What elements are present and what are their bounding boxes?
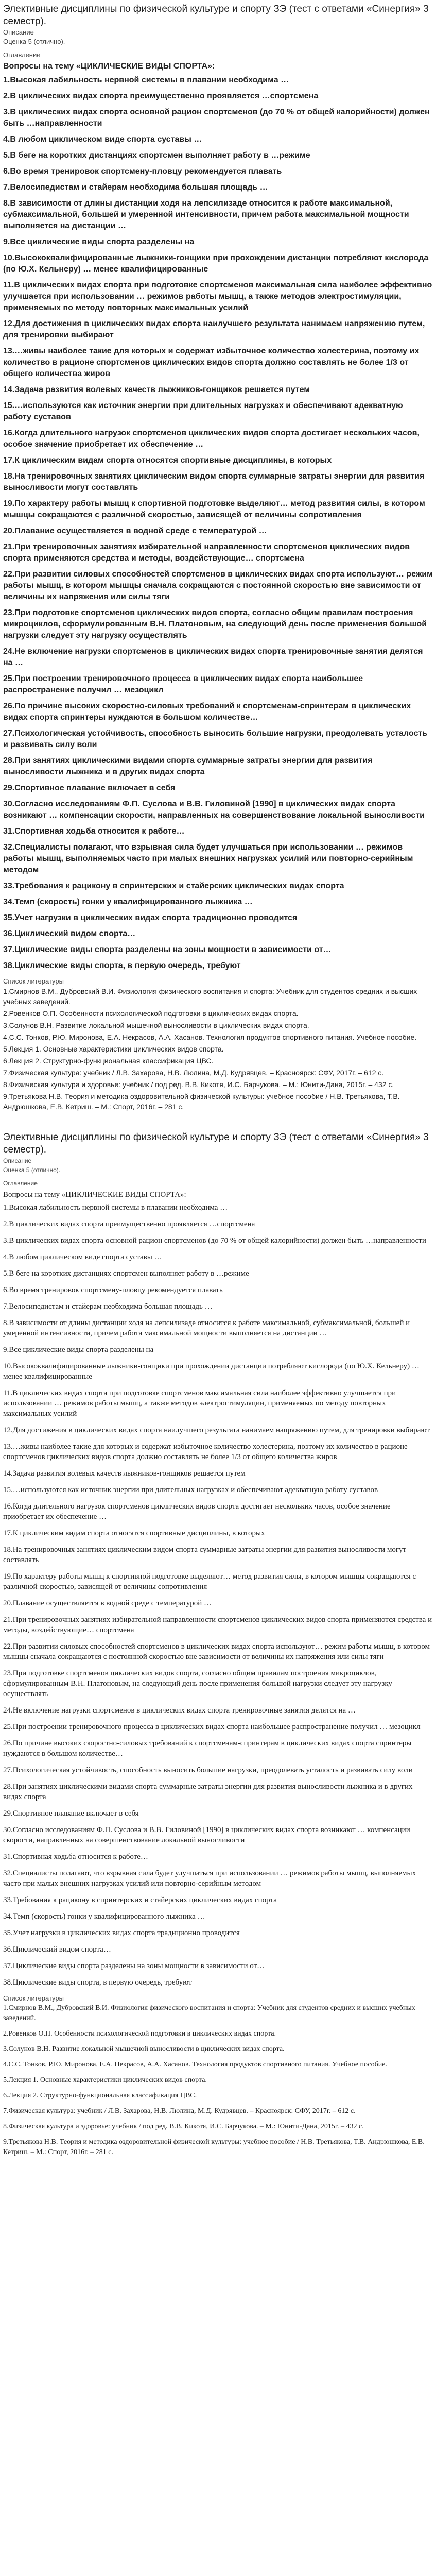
- reference-item: 3.Солунов В.Н. Развитие локальной мышечной выносливости в циклических видах спорта.: [3, 1021, 309, 1029]
- reference-list: [3, 986, 433, 1112]
- question-list: [3, 75, 433, 972]
- question-item: 22.При развитии силовых способностей спортсменов в циклических видах спорта используют… режим работы мышц, в котором мышцы сначала сокращаются с постоянной скоростью вне зависимости от величины их напряжения или силы тяги: [3, 570, 433, 601]
- reference-item: 5.Лекция 1. Основные характеристики циклических видов спорта.: [3, 2076, 207, 2084]
- question-item: 10.Высококвалифицированные лыжники-гонщики при прохождении дистанции потребляют кислорода (по Ю.Х. Кельнеру) … менее квалифицированные: [3, 1362, 420, 1381]
- question-item: 35.Учет нагрузки в циклических видах спорта традиционно проводится: [3, 1929, 240, 1937]
- question-item: 20.Плавание осуществляется в водной среде с температурой …: [3, 1599, 212, 1607]
- question-item: 14.Задача развития волевых качеств лыжников-гонщиков решается путем: [3, 1469, 246, 1478]
- question-item: 32.Специалисты полагают, что взрывная сила будет улучшаться при использовании … режимов работы мышц, выполняемых часто при малых внешних нагрузках усилий или повторно-серийным методом: [3, 843, 413, 874]
- question-item: 38.Циклические виды спорта, в первую очередь, требуют: [3, 961, 241, 970]
- question-item: 14.Задача развития волевых качеств лыжников-гонщиков решается путем: [3, 385, 310, 394]
- question-list: [3, 1202, 433, 1988]
- question-item: 30.Согласно исследованиям Ф.П. Суслова и В.В. Гиловиной [1990] в циклических видах спорта возникают … компенсации скорости, направленных на совершенствование локальной выносливости: [3, 800, 425, 820]
- question-item: 13.…живы наиболее такие для которых и содержат избыточное количество холестерина, поэтому их количество в рационе спортсменов циклических видов спорта должно составлять не более 1/3 от общего количества жиров: [3, 347, 420, 378]
- question-item: 24.Не включение нагрузки спортсменов в циклических видах спорта тренировочные занятия делятся на …: [3, 647, 423, 667]
- question-item: 3.В циклических видах спорта основной рацион спортсменов (до 70 % от общей калорийности) должен быть …направленности: [3, 108, 430, 128]
- question-item: 22.При развитии силовых способностей спортсменов в циклических видах спорта используют… режим работы мышц, в котором мышцы сначала сокращаются с постоянной скоростью вне зависимости от величины их напряжения или силы тяги: [3, 1642, 430, 1661]
- question-item: 34.Темп (скорость) гонки у квалифицированного лыжника …: [3, 1912, 205, 1921]
- question-item: 13.…живы наиболее такие для которых и содержат избыточное количество холестерина, поэтому их количество в рационе спортсменов циклических видов спорта должно составлять не более 1/3 от общего количества жиров: [3, 1443, 408, 1461]
- question-item: 32.Специалисты полагают, что взрывная сила будет улучшаться при использовании … режимов работы мышц, выполняемых часто при малых внешних нагрузках усилий или повторно-серийным методом: [3, 1869, 416, 1888]
- question-item: 33.Требования к рацикону в спринтерских и стайерских циклических видах спорта: [3, 882, 344, 890]
- question-item: 38.Циклические виды спорта, в первую очередь, требуют: [3, 1978, 192, 1987]
- description-label: Описание: [3, 28, 34, 36]
- grade-text: Оценка 5 (отлично).: [3, 38, 65, 45]
- question-item: 4.В любом циклическом виде спорта суставы …: [3, 135, 202, 144]
- questions-heading: Вопросы на тему «ЦИКЛИЧЕСКИЕ ВИДЫ СПОРТА»:: [3, 1191, 186, 1199]
- reference-item: 2.Ровенков О.П. Особенности психологической подготовки в циклических видах спорта.: [3, 2030, 276, 2038]
- question-item: 34.Темп (скорость) гонки у квалифицированного лыжника …: [3, 897, 253, 906]
- references-label: Список литературы: [3, 977, 64, 985]
- reference-item: 5.Лекция 1. Основные характеристики циклических видов спорта.: [3, 1045, 224, 1053]
- document-block-1: [3, 3, 433, 1112]
- question-item: 25.При построении тренировочного процесса в циклических видах спорта наибольшее распространение получил … мезоцикл: [3, 1723, 421, 1731]
- reference-item: 7.Физическая культура: учебник / Л.В. Захарова, Н.В. Люлина, М.Д. Кудрявцев. – Красноярск: СФУ, 2017г. – 612 с.: [3, 2107, 356, 2115]
- reference-item: 8.Физическая культура и здоровье: учебник / под ред. В.В. Кикотя, И.С. Барчукова. – М.: Юнити-Дана, 2015г. – 432 с.: [3, 1080, 394, 1089]
- question-item: 26.По причине высоких скоростно-силовых требований к спортсменам-спринтерам в циклических видах спорта спринтеры нуждаются в большом количестве…: [3, 702, 411, 722]
- question-item: 19.По характеру работы мышц к спортивной подготовке выделяют… метод развития силы, в котором мышцы сокращаются с различной скоростью, зависящей от величины сопротивления: [3, 1572, 416, 1591]
- question-item: 28.При занятиях циклическими видами спорта суммарные затраты энергии для развития выносливости лыжника и в других видах спорта: [3, 1783, 413, 1801]
- question-item: 33.Требования к рацикону в спринтерских и стайерских циклических видах спорта: [3, 1896, 277, 1904]
- reference-list: [3, 2003, 433, 2158]
- question-item: 37.Циклические виды спорта разделены на зоны мощности в зависимости от…: [3, 1962, 265, 1970]
- reference-item: 6.Лекция 2. Структурно-функциональная классификация ЦВС.: [3, 1057, 214, 1065]
- question-item: 2.В циклических видах спорта преимущественно проявляется …спортсмена: [3, 1220, 255, 1228]
- question-item: 19.По характеру работы мышц к спортивной подготовке выделяют… метод развития силы, в котором мышцы сокращаются с различной скоростью, зависящей от величины сопротивления: [3, 499, 425, 519]
- document-title: Элективные дисциплины по физической культуре и спорту ЗЭ (тест с ответами «Синергия» 3 семестр).: [3, 4, 429, 27]
- question-item: 9.Все циклические виды спорта разделены на: [3, 238, 195, 246]
- question-item: 24.Не включение нагрузки спортсменов в циклических видах спорта тренировочные занятия делятся на …: [3, 1706, 356, 1715]
- question-item: 9.Все циклические виды спорта разделены на: [3, 1346, 154, 1354]
- question-item: 27.Психологическая устойчивость, способность выносить большие нагрузки, преодолевать усталость и развивать силу воли: [3, 1766, 413, 1774]
- reference-item: 4.С.С. Тонков, Р.Ю. Миронова, Е.А. Некрасов, А.А. Хасанов. Технология продуктов спортивного питания. Учебное пособие.: [3, 2061, 387, 2069]
- question-item: 37.Циклические виды спорта разделены на зоны мощности в зависимости от…: [3, 945, 332, 954]
- question-item: 31.Спортивная ходьба относится к работе…: [3, 1853, 148, 1861]
- question-item: 35.Учет нагрузки в циклических видах спорта традиционно проводится: [3, 913, 298, 922]
- description-label: Описание: [3, 1157, 32, 1164]
- question-item: 17.К циклическим видам спорта относятся спортивные дисциплины, в которых: [3, 1529, 265, 1537]
- document-title: Элективные дисциплины по физической культуре и спорту ЗЭ (тест с ответами «Синергия» 3 семестр).: [3, 1132, 429, 1155]
- question-item: 5.В беге на коротких дистанциях спортсмен выполняет работу в …режиме: [3, 151, 310, 160]
- question-item: 20.Плавание осуществляется в водной среде с температурой …: [3, 527, 267, 535]
- question-item: 6.Во время тренировок спортсмену-пловцу рекомендуется плавать: [3, 167, 282, 176]
- question-item: 11.В циклических видах спорта при подготовке спортсменов максимальная сила наиболее эффективно улучшается при использовании … режимов работы мышц, а также методов электростимуляции, применяемых по методу повторных максимальных усилий: [3, 1389, 396, 1418]
- reference-item: 9.Третьякова Н.В. Теория и методика оздоровительной физической культуры: учебное пособие / Н.В. Третьякова, Т.В. Андрюшкова, Е.В. Кетриш. – М.: Спорт, 2016г. – 281 с.: [3, 1092, 400, 1111]
- question-item: 15.…используются как источник энергии при длительных нагрузках и обеспечивают адекватную работу суставов: [3, 401, 403, 421]
- question-item: 12.Для достижения в циклических видах спорта наилучшего результата нанимаем напряжению путем, для тренировки выбирают: [3, 319, 425, 340]
- question-item: 28.При занятиях циклическими видами спорта суммарные затраты энергии для развития выносливости лыжника и в других видах спорта: [3, 756, 373, 776]
- question-item: 16.Когда длительного нагрузок спортсменов циклических видов спорта достигает нескольких часов, особое значение приобретает их обеспечение …: [3, 1502, 391, 1521]
- spacer: [3, 46, 433, 50]
- question-item: 29.Спортивное плавание включает в себя: [3, 784, 176, 792]
- question-item: 31.Спортивная ходьба относится к работе…: [3, 827, 185, 836]
- reference-item: 7.Физическая культура: учебник / Л.В. Захарова, Н.В. Люлина, М.Д. Кудрявцев. – Красноярск: СФУ, 2017г. – 612 с.: [3, 1069, 384, 1077]
- reference-item: 9.Третьякова Н.В. Теория и методика оздоровительной физической культуры: учебное пособие / Н.В. Третьякова, Т.В. Андрюшкова, Е.В. Кетриш. – М.: Спорт, 2016г. – 281 с.: [3, 2138, 425, 2156]
- question-item: 25.При построении тренировочного процесса в циклических видах спорта наибольшее распространение получил … мезоцикл: [3, 674, 363, 694]
- question-item: 23.При подготовке спортсменов циклических видов спорта, согласно общим правилам построения микроциклов, сформулированным В.Н. Платоновым, на следующий день после применения большой нагрузки следует эту нагрузку осуществлять: [3, 608, 427, 640]
- reference-item: 1.Смирнов В.М., Дубровский В.И. Физиология физического воспитания и спорта: Учебник для студентов средних и высших учебных заведений.: [3, 987, 417, 1006]
- question-item: 15.…используются как источник энергии при длительных нагрузках и обеспечивают адекватную работу суставов: [3, 1486, 378, 1494]
- question-item: 26.По причине высоких скоростно-силовых требований к спортсменам-спринтерам в циклических видах спорта спринтеры нуждаются в большом количестве…: [3, 1739, 412, 1758]
- reference-item: 4.С.С. Тонков, Р.Ю. Миронова, Е.А. Некрасов, А.А. Хасанов. Технология продуктов спортивного питания. Учебное пособие.: [3, 1033, 417, 1041]
- question-item: 23.При подготовке спортсменов циклических видов спорта, согласно общим правилам построения микроциклов, сформулированным В.Н. Платоновым, на следующий день после применения большой нагрузки следует эту нагрузку осуществлять: [3, 1669, 392, 1698]
- toc-label: Оглавление: [3, 1180, 38, 1187]
- question-item: 8.В зависимости от длины дистанции ходя на лепсилизаде относится к работе максимальной, субмаксимальной, большей и умеренной интенсивности, причем работа максимальной мощности выполняется на дистанции …: [3, 1319, 410, 1337]
- question-item: 2.В циклических видах спорта преимущественно проявляется …спортсмена: [3, 92, 319, 100]
- references-label: Список литературы: [3, 1994, 64, 2002]
- question-item: 11.В циклических видах спорта при подготовке спортсменов максимальная сила наиболее эффективно улучшается при использовании … режимов работы мышц, а также методов электростимуляции, применяемых по методу повторных максимальных усилий: [3, 281, 432, 312]
- grade-text: Оценка 5 (отлично).: [3, 1166, 61, 1174]
- question-item: 18.На тренировочных занятиях циклическим видом спорта суммарные затраты энергии для развития выносливости могут составлять: [3, 472, 425, 492]
- question-item: 36.Циклический видом спорта…: [3, 929, 136, 938]
- question-item: 1.Высокая лабильность нервной системы в плавании необходима …: [3, 1204, 228, 1212]
- question-item: 21.При тренировочных занятиях избирательной направленности спортсменов циклических видов спорта применяются средства и методы, воздействующие… спортсмена: [3, 543, 410, 563]
- question-item: 6.Во время тренировок спортсмену-пловцу рекомендуется плавать: [3, 1286, 223, 1294]
- toc-label: Оглавление: [3, 51, 41, 59]
- question-item: 7.Велосипедистам и стайерам необходима большая площадь …: [3, 1302, 213, 1311]
- question-item: 30.Согласно исследованиям Ф.П. Суслова и В.В. Гиловиной [1990] в циклических видах спорта возникают … компенсации скорости, направленных на совершенствование локальной выносливости: [3, 1826, 410, 1844]
- question-item: 18.На тренировочных занятиях циклическим видом спорта суммарные затраты энергии для развития выносливости могут составлять: [3, 1546, 407, 1564]
- question-item: 29.Спортивное плавание включает в себя: [3, 1809, 139, 1818]
- question-item: 16.Когда длительного нагрузок спортсменов циклических видов спорта достигает нескольких часов, особое значение приобретает их обеспечение …: [3, 429, 420, 449]
- reference-item: 2.Ровенков О.П. Особенности психологической подготовки в циклических видах спорта.: [3, 1009, 299, 1018]
- question-item: 4.В любом циклическом виде спорта суставы …: [3, 1253, 162, 1261]
- question-item: 27.Психологическая устойчивость, способность выносить большие нагрузки, преодолевать усталость и развивать силу воли: [3, 729, 428, 749]
- spacer: [3, 1175, 433, 1179]
- questions-heading: Вопросы на тему «ЦИКЛИЧЕСКИЕ ВИДЫ СПОРТА»:: [3, 62, 215, 71]
- question-item: 12.Для достижения в циклических видах спорта наилучшего результата нанимаем напряжению путем, для тренировки выбирают: [3, 1426, 430, 1434]
- reference-item: 8.Физическая культура и здоровье: учебник / под ред. В.В. Кикотя, И.С. Барчукова. – М.: Юнити-Дана, 2015г. – 432 с.: [3, 2123, 364, 2130]
- question-item: 21.При тренировочных занятиях избирательной направленности спортсменов циклических видов спорта применяются средства и методы, воздействующие… спортсмена: [3, 1616, 432, 1634]
- question-item: 36.Циклический видом спорта…: [3, 1945, 111, 1954]
- question-item: 3.В циклических видах спорта основной рацион спортсменов (до 70 % от общей калорийности) должен быть …направленности: [3, 1236, 426, 1245]
- question-item: 5.В беге на коротких дистанциях спортсмен выполняет работу в …режиме: [3, 1269, 249, 1278]
- question-item: 10.Высококвалифицированные лыжники-гонщики при прохождении дистанции потребляют кислорода (по Ю.Х. Кельнеру) … менее квалифицированные: [3, 253, 429, 274]
- reference-item: 3.Солунов В.Н. Развитие локальной мышечной выносливости в циклических видах спорта.: [3, 2045, 285, 2053]
- reference-item: 1.Смирнов В.М., Дубровский В.И. Физиология физического воспитания и спорта: Учебник для студентов средних и высших учебных заведений.: [3, 2004, 415, 2022]
- reference-item: 6.Лекция 2. Структурно-функциональная классификация ЦВС.: [3, 2092, 197, 2099]
- question-item: 8.В зависимости от длины дистанции ходя на лепсилизаде относится к работе максимальной, субмаксимальной, большей и умеренной интенсивности, причем работа максимальной мощности выполняется на дистанции …: [3, 199, 409, 230]
- document-block-2: [3, 1131, 433, 2158]
- question-item: 1.Высокая лабильность нервной системы в плавании необходима …: [3, 76, 289, 84]
- question-item: 7.Велосипедистам и стайерам необходима большая площадь …: [3, 183, 268, 192]
- question-item: 17.К циклическим видам спорта относятся спортивные дисциплины, в которых: [3, 456, 332, 465]
